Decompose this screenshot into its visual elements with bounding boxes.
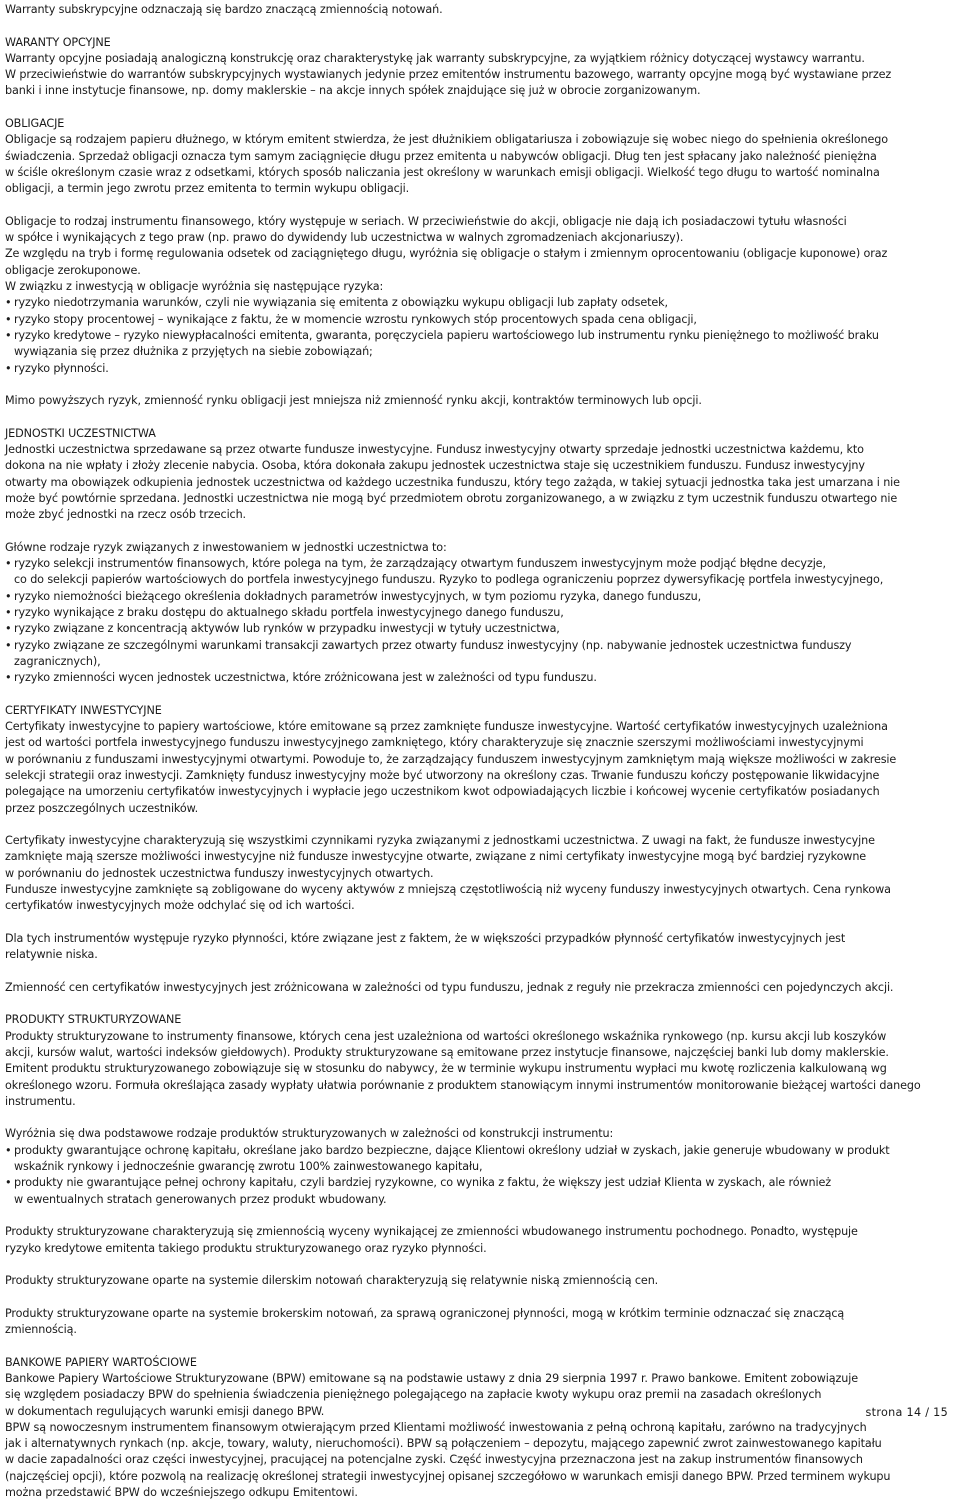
list-item: • ryzyko selekcji instrumentów finansowych, które polega na tym, że zarządzający otwartym funduszem inwestycyjnym może podjąć błędne decyzje, co do selekcji papierów wartościowych do portfela inwestycyjnego funduszu. Ryzyko to podlega ograniczeniu poprzez dywersyfikację portfela inwestycyjnego, bbox=[5, 556, 957, 589]
section-title: CERTYFIKATY INWESTYCYJNE bbox=[5, 703, 162, 717]
list-item: • ryzyko stopy procentowej – wynikające z faktu, że w momencie wzrostu rynkowych stóp procentowych spada cena obligacji, bbox=[5, 312, 957, 328]
list-item: • ryzyko wynikające z braku dostępu do aktualnego składu portfela inwestycyjnego danego funduszu, bbox=[5, 605, 957, 621]
list-item: • ryzyko związane ze szczególnymi warunkami transakcji zawartych przez otwarty fundusz inwestycyjny (np. nabywanie jednostek uczestnictwa funduszy zagranicznych), bbox=[5, 638, 957, 671]
section-title: PRODUKTY STRUKTURYZOWANE bbox=[5, 1013, 182, 1027]
paragraph: Mimo powyższych ryzyk, zmienność rynku obligacji jest mniejsza niż zmienność rynku akcji, kontraktów terminowych lub opcji. bbox=[5, 394, 702, 408]
intro-paragraph: Warranty subskrypcyjne odznaczają się bardzo znaczącą zmiennością notowań. bbox=[5, 3, 443, 16]
section-jednostki-uczestnictwa bbox=[5, 426, 957, 687]
paragraph: Certyfikaty inwestycyjne to papiery wartościowe, które emitowane są przez zamknięte fundusze inwestycyjne. Wartość certyfikatów inwestycyjnych uzależniona jest od wartości portfela inwestycyjnego funduszu inwestycyjnego zamkniętego, który charakteryzuje się znacznie szerszymi możliwościami inwestycyjnymi w porównaniu z funduszami inwestycyjnymi otwartymi. Powoduje to, że zarządzający funduszem inwestycyjnym zamkniętym mają większe możliwości w zakresie selekcji strategii oraz inwestycji. Zamknięty fundusz inwestycyjny może być utworzony na określony czas. Trwanie funduszu kończy postępowanie likwidacyjne polegające na umorzeniu certyfikatów inwestycyjnych i wypłacie jego uczestnikom kwot odpowiadających liczbie i końcowej wycenie certyfikatów posiadanych przez poszczególnych uczestników. bbox=[5, 720, 897, 815]
types-list bbox=[5, 1143, 957, 1208]
risk-list bbox=[5, 556, 957, 686]
paragraph: Obligacje są rodzajem papieru dłużnego, w którym emitent stwierdza, że jest dłużnikiem obligatariusza i zobowiązuje się wobec niego do spełnienia określonego świadczenia. Sprzedaż obligacji oznacza tym samym zaciągnięcie długu przez emitenta u nabywców obligacji. Dług ten jest spłacany jako należność pieniężna w ściśle określonym czasie wraz z odsetkami, których sposób naliczania jest określony w warunkach emisji obligacji. Wielkość tego długu to wartość nominalna obligacji, a termin jego zwrotu przez emitenta to termin wykupu obligacji. bbox=[5, 133, 888, 196]
section-certyfikaty-inwestycyjne bbox=[5, 703, 957, 996]
paragraph: Produkty strukturyzowane charakteryzują się zmiennością wyceny wynikającej ze zmienności wbudowanego instrumentu pochodnego. Ponadto, występuje ryzyko kredytowe emitenta takiego produktu strukturyzowanego oraz ryzyko płynności. bbox=[5, 1225, 858, 1255]
document-page bbox=[5, 2, 957, 1501]
paragraph: Bankowe Papiery Wartościowe Strukturyzowane (BPW) emitowane są na podstawie ustawy z dnia 29 sierpnia 1997 r. Prawo bankowe. Emitent zobowiązuje się względem posiadaczy BPW do spełnienia świadczenia pieniężnego polegającego na zapłacie kwoty wykupu oraz premii na zasadach określonych w dokumentach regulujących warunki emisji danego BPW. BPW są nowoczesnym instrumentem finansowym otwierającym przed Klientami możliwość inwestowania z pełną ochroną kapitału, zarówno na tradycyjnych jak i alternatywnych rynkach (np. akcje, towary, waluty, nieruchomości). BPW są połączeniem – depozytu, mającego zapewnić zwrot zainwestowanego kapitału w dacie zapadalności oraz części inwestycyjnej, pracującej na potencjalne zyski. Część inwestycyjna przeznaczona jest na zakup instrumentów finansowych (najczęściej opcji), które pozwolą na realizację określonej strategii inwestycyjnej opisanej szczegółowo w warunkach emisji danego BPW. Przed terminem wykupu można przedstawić BPW do wcześniejszego odkupu Emitentowi. bbox=[5, 1371, 891, 1500]
paragraph: Produkty strukturyzowane oparte na systemie brokerskim notowań, za sprawą ograniczonej płynności, mogą w krótkim terminie odznaczać się znaczącą zmiennością. bbox=[5, 1306, 845, 1337]
paragraph: Dla tych instrumentów występuje ryzyko płynności, które związane jest z faktem, że w większości przypadków płynność certyfikatów inwestycyjnych jest relatywnie niska. bbox=[5, 931, 846, 962]
list-item: • ryzyko związane z koncentracją aktywów lub rynków w przypadku inwestycji w tytuły uczestnictwa, bbox=[5, 621, 957, 637]
list-item: • ryzyko niemożności bieżącego określenia dokładnych parametrów inwestycyjnych, w tym poziomu ryzyka, danego funduszu, bbox=[5, 589, 957, 605]
paragraph: Warranty opcyjne posiadają analogiczną konstrukcję oraz charakterystykę jak warranty subskrypcyjne, za wyjątkiem różnicy dotyczącej wystawcy warrantu. W przeciwieństwie do warrantów subskrypcyjnych wystawianych jedynie przez emitentów instrumentu bazowego, warranty opcyjne mogą być wystawiane przez banki i inne instytucje finansowe, np. domy maklerskie – na akcje innych spółek znajdujące się już w obrocie zorganizowanym. bbox=[5, 51, 892, 98]
paragraph: Zmienność cen certyfikatów inwestycyjnych jest zróżnicowana w zależności od typu funduszu, jednak z reguły nie przekracza zmienności cen pojedynczych akcji. bbox=[5, 980, 894, 994]
section-obligacje bbox=[5, 116, 957, 409]
paragraph: Certyfikaty inwestycyjne charakteryzują się wszystkimi czynnikami ryzyka związanymi z jednostkami uczestnictwa. Z uwagi na fakt, że fundusze inwestycyjne zamknięte mają szersze możliwości inwestycyjne niż fundusze inwestycyjne otwarte, związane z nimi certyfikaty inwestycyjne mogą być bardziej ryzykowne w porównaniu do jednostek uczestnictwa funduszy inwestycyjnych otwartych. Fundusze inwestycyjne zamknięte są zobligowane do wyceny aktywów z mniejszą częstotliwością niż wyceny funduszy inwestycyjnych otwartych. Cena rynkowa certyfikatów inwestycyjnych może odchylać się od ich wartości. bbox=[5, 834, 891, 913]
section-title: OBLIGACJE bbox=[5, 117, 65, 131]
list-item: • ryzyko niedotrzymania warunków, czyli nie wywiązania się emitenta z obowiązku wykupu obligacji lub zapłaty odsetek, bbox=[5, 295, 957, 311]
paragraph: Wyróżnia się dwa podstawowe rodzaje produktów strukturyzowanych w zależności od konstrukcji instrumentu: bbox=[5, 1127, 614, 1141]
section-title: BANKOWE PAPIERY WARTOŚCIOWE bbox=[5, 1355, 197, 1369]
list-item: • ryzyko zmienności wycen jednostek uczestnictwa, które zróżnicowana jest w zależności od typu funduszu. bbox=[5, 670, 957, 686]
paragraph: Obligacje to rodzaj instrumentu finansowego, który występuje w seriach. W przeciwieństwie do akcji, obligacje nie dają ich posiadaczowi tytułu własności w spółce i wynikających z tego praw (np. prawo do dywidendy lub uczestnictwa w walnych zgromadzeniach akcjonariuszy). Ze względu na tryb i formę regulowania odsetek od zaciągniętego długu, wyróżnia się obligacje o stałym i zmiennym oprocentowaniu (obligacje kuponowe) oraz obligacje zerokuponowe. W związku z inwestycją w obligacje wyróżnia się następujące ryzyka: bbox=[5, 214, 888, 294]
paragraph: Produkty strukturyzowane oparte na systemie dilerskim notowań charakteryzują się relatywnie niską zmiennością cen. bbox=[5, 1274, 659, 1288]
list-item: • ryzyko płynności. bbox=[5, 361, 957, 377]
list-item: • produkty gwarantujące ochronę kapitału, określane jako bardzo bezpieczne, dające Klientowi określony udział w zyskach, jakie generuje wbudowany w produkt wskaźnik rynkowy i jednocześnie gwarancję zwrotu 100% zainwestowanego kapitału, bbox=[5, 1143, 957, 1176]
paragraph: Produkty strukturyzowane to instrumenty finansowe, których cena jest uzależniona od wartości określonego wskaźnika rynkowego (np. kursu akcji lub koszyków akcji, kursów walut, wartości indeksów giełdowych). Produkty strukturyzowane są emitowane przez instytucje finansowe, najczęściej banki lub domy maklerskie. Emitent produktu strukturyzowanego zobowiązuje się w stosunku do nabywcy, że w terminie wykupu instrumentu wypłaci mu kwotę rozliczenia kalkulowaną wg określonego wzoru. Formuła określająca zasady wypłaty ułatwia porównanie z produktem stanowiącym innymi instrumentów monitorowanie bieżącej wartości danego instrumentu. bbox=[5, 1029, 921, 1108]
section-warranty-opcyjne bbox=[5, 35, 957, 100]
paragraph: Główne rodzaje ryzyk związanych z inwestowaniem w jednostki uczestnictwa to: bbox=[5, 540, 447, 554]
section-bankowe-papiery-wartosciowe bbox=[5, 1355, 957, 1501]
list-item: • ryzyko kredytowe – ryzyko niewypłacalności emitenta, gwaranta, poręczyciela papieru wartościowego lub instrumentu rynku pieniężnego to możliwość braku wywiązania się przez dłużnika z przyjętych na siebie zobowiązań; bbox=[5, 328, 957, 361]
section-title: JEDNOSTKI UCZESTNICTWA bbox=[5, 426, 156, 440]
section-produkty-strukturyzowane bbox=[5, 1012, 957, 1338]
paragraph: Jednostki uczestnictwa sprzedawane są przez otwarte fundusze inwestycyjne. Fundusz inwestycyjny otwarty sprzedaje jednostki uczestnictwa każdemu, kto dokona na nie wpłaty i złoży zlecenie nabycia. Osoba, która dokonała zakupu jednostek uczestnictwa staje się uczestnikiem funduszu. Fundusz inwestycyjny otwarty ma obowiązek odkupienia jednostek uczestnictwa od każdego uczestnika funduszu, który tego zażąda, w takiej sytuacji jednostka taka jest umarzana i nie może być powtórnie sprzedana. Jednostki uczestnictwa nie mogą być przedmiotem obrotu zorganizowanego, a w związku z tym uczestnik funduszu otwartego nie może zbyć jednostki na rzecz osób trzecich. bbox=[5, 443, 900, 522]
section-title: WARANTY OPCYJNE bbox=[5, 35, 111, 49]
page-number: strona 14 / 15 bbox=[865, 1406, 948, 1419]
list-item: • produkty nie gwarantujące pełnej ochrony kapitału, czyli bardziej ryzykowne, co wynika z faktu, że większy jest udział Klienta w zyskach, ale również w ewentualnych stratach generowanych przez produkt wbudowany. bbox=[5, 1175, 957, 1208]
risk-list bbox=[5, 295, 957, 376]
